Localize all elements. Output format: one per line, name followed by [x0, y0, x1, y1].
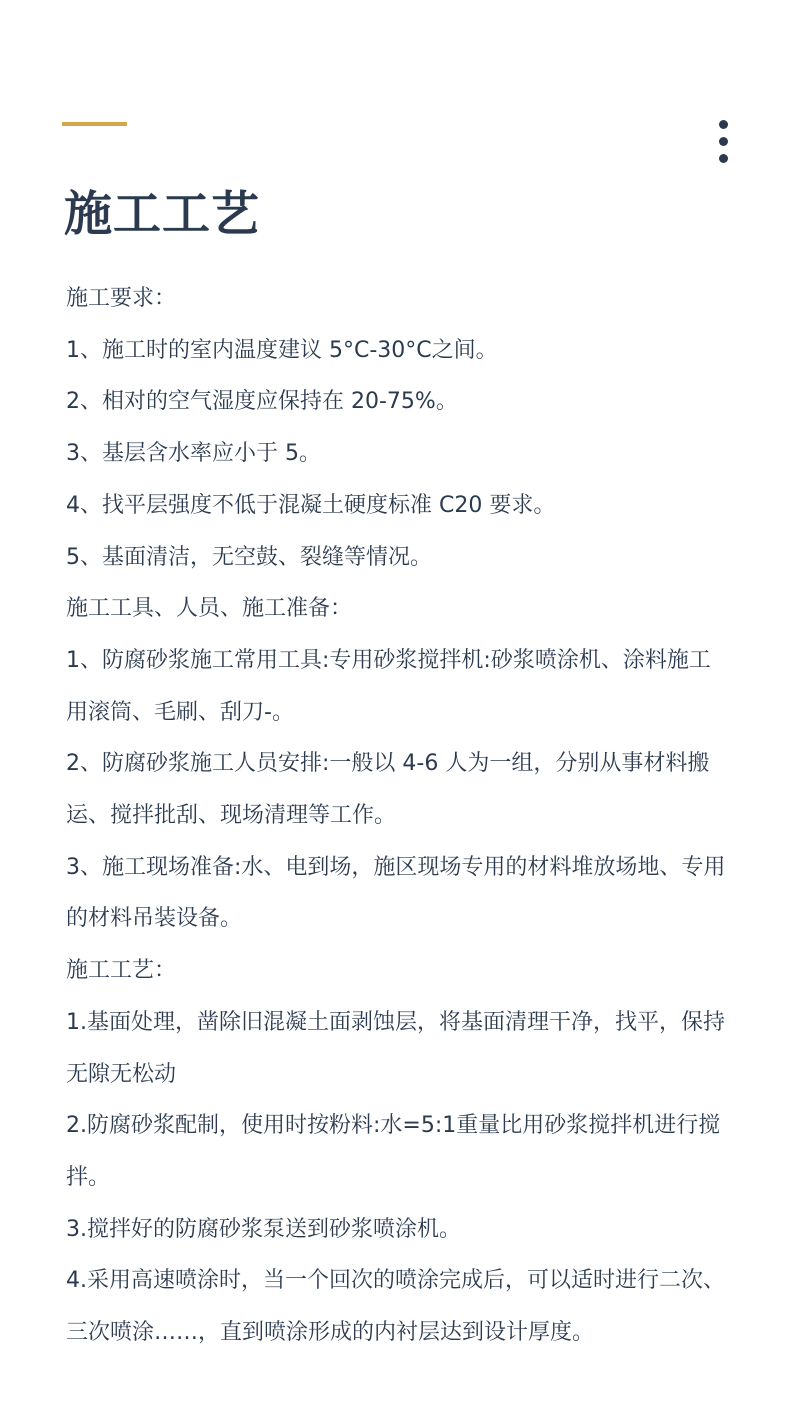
paragraph: 3、基层含水率应小于 5。: [66, 441, 321, 467]
section-heading: 施工工艺：: [66, 958, 177, 984]
paragraph: 2、相对的空气湿度应保持在 20-75%。: [66, 389, 458, 415]
section-heading: 施工工具、人员、施工准备：: [66, 596, 353, 622]
page-title: 施工工艺: [64, 186, 261, 242]
paragraph: 1、防腐砂浆施工常用工具:专用砂浆搅拌机:砂浆喷涂机、涂料施工用滚筒、毛刷、刮刀-。: [66, 647, 711, 725]
paragraph: 3.搅拌好的防腐砂浆泵送到砂浆喷涂机。: [66, 1216, 461, 1242]
paragraph: 3、施工现场准备:水、电到场，施区现场专用的材料堆放场地、专用的材料吊装设备。: [66, 854, 726, 932]
menu-dot: [719, 137, 728, 146]
paragraph: 4、找平层强度不低于混凝土硬度标准 C20 要求。: [66, 492, 556, 518]
paragraph: 5、基面清洁，无空鼓、裂缝等情况。: [66, 544, 432, 570]
menu-dot: [719, 154, 728, 163]
paragraph: 1.基面处理，凿除旧混凝土面剥蚀层，将基面清理干净，找平，保持无隙无松动: [66, 1009, 725, 1087]
paragraph: 2、防腐砂浆施工人员安排:一般以 4-6 人为一组，分别从事材料搬运、搅拌批刮、现场清理等工作。: [66, 751, 710, 829]
paragraph: 4.采用高速喷涂时，当一个回次的喷涂完成后，可以适时进行二次、三次喷涂……，直到喷涂形成的内衬层达到设计厚度。: [66, 1268, 725, 1346]
article-body: [66, 273, 726, 1359]
more-menu-icon[interactable]: [714, 120, 734, 166]
paragraph: 2.防腐砂浆配制，使用时按粉料:水=5:1重量比用砂浆搅拌机进行搅拌。: [66, 1113, 721, 1190]
title-accent-bar: [62, 122, 127, 126]
section-heading: 施工要求：: [66, 286, 177, 311]
menu-dot: [719, 120, 728, 129]
paragraph: 1、施工时的室内温度建议 5°C-30°C之间。: [66, 337, 498, 363]
